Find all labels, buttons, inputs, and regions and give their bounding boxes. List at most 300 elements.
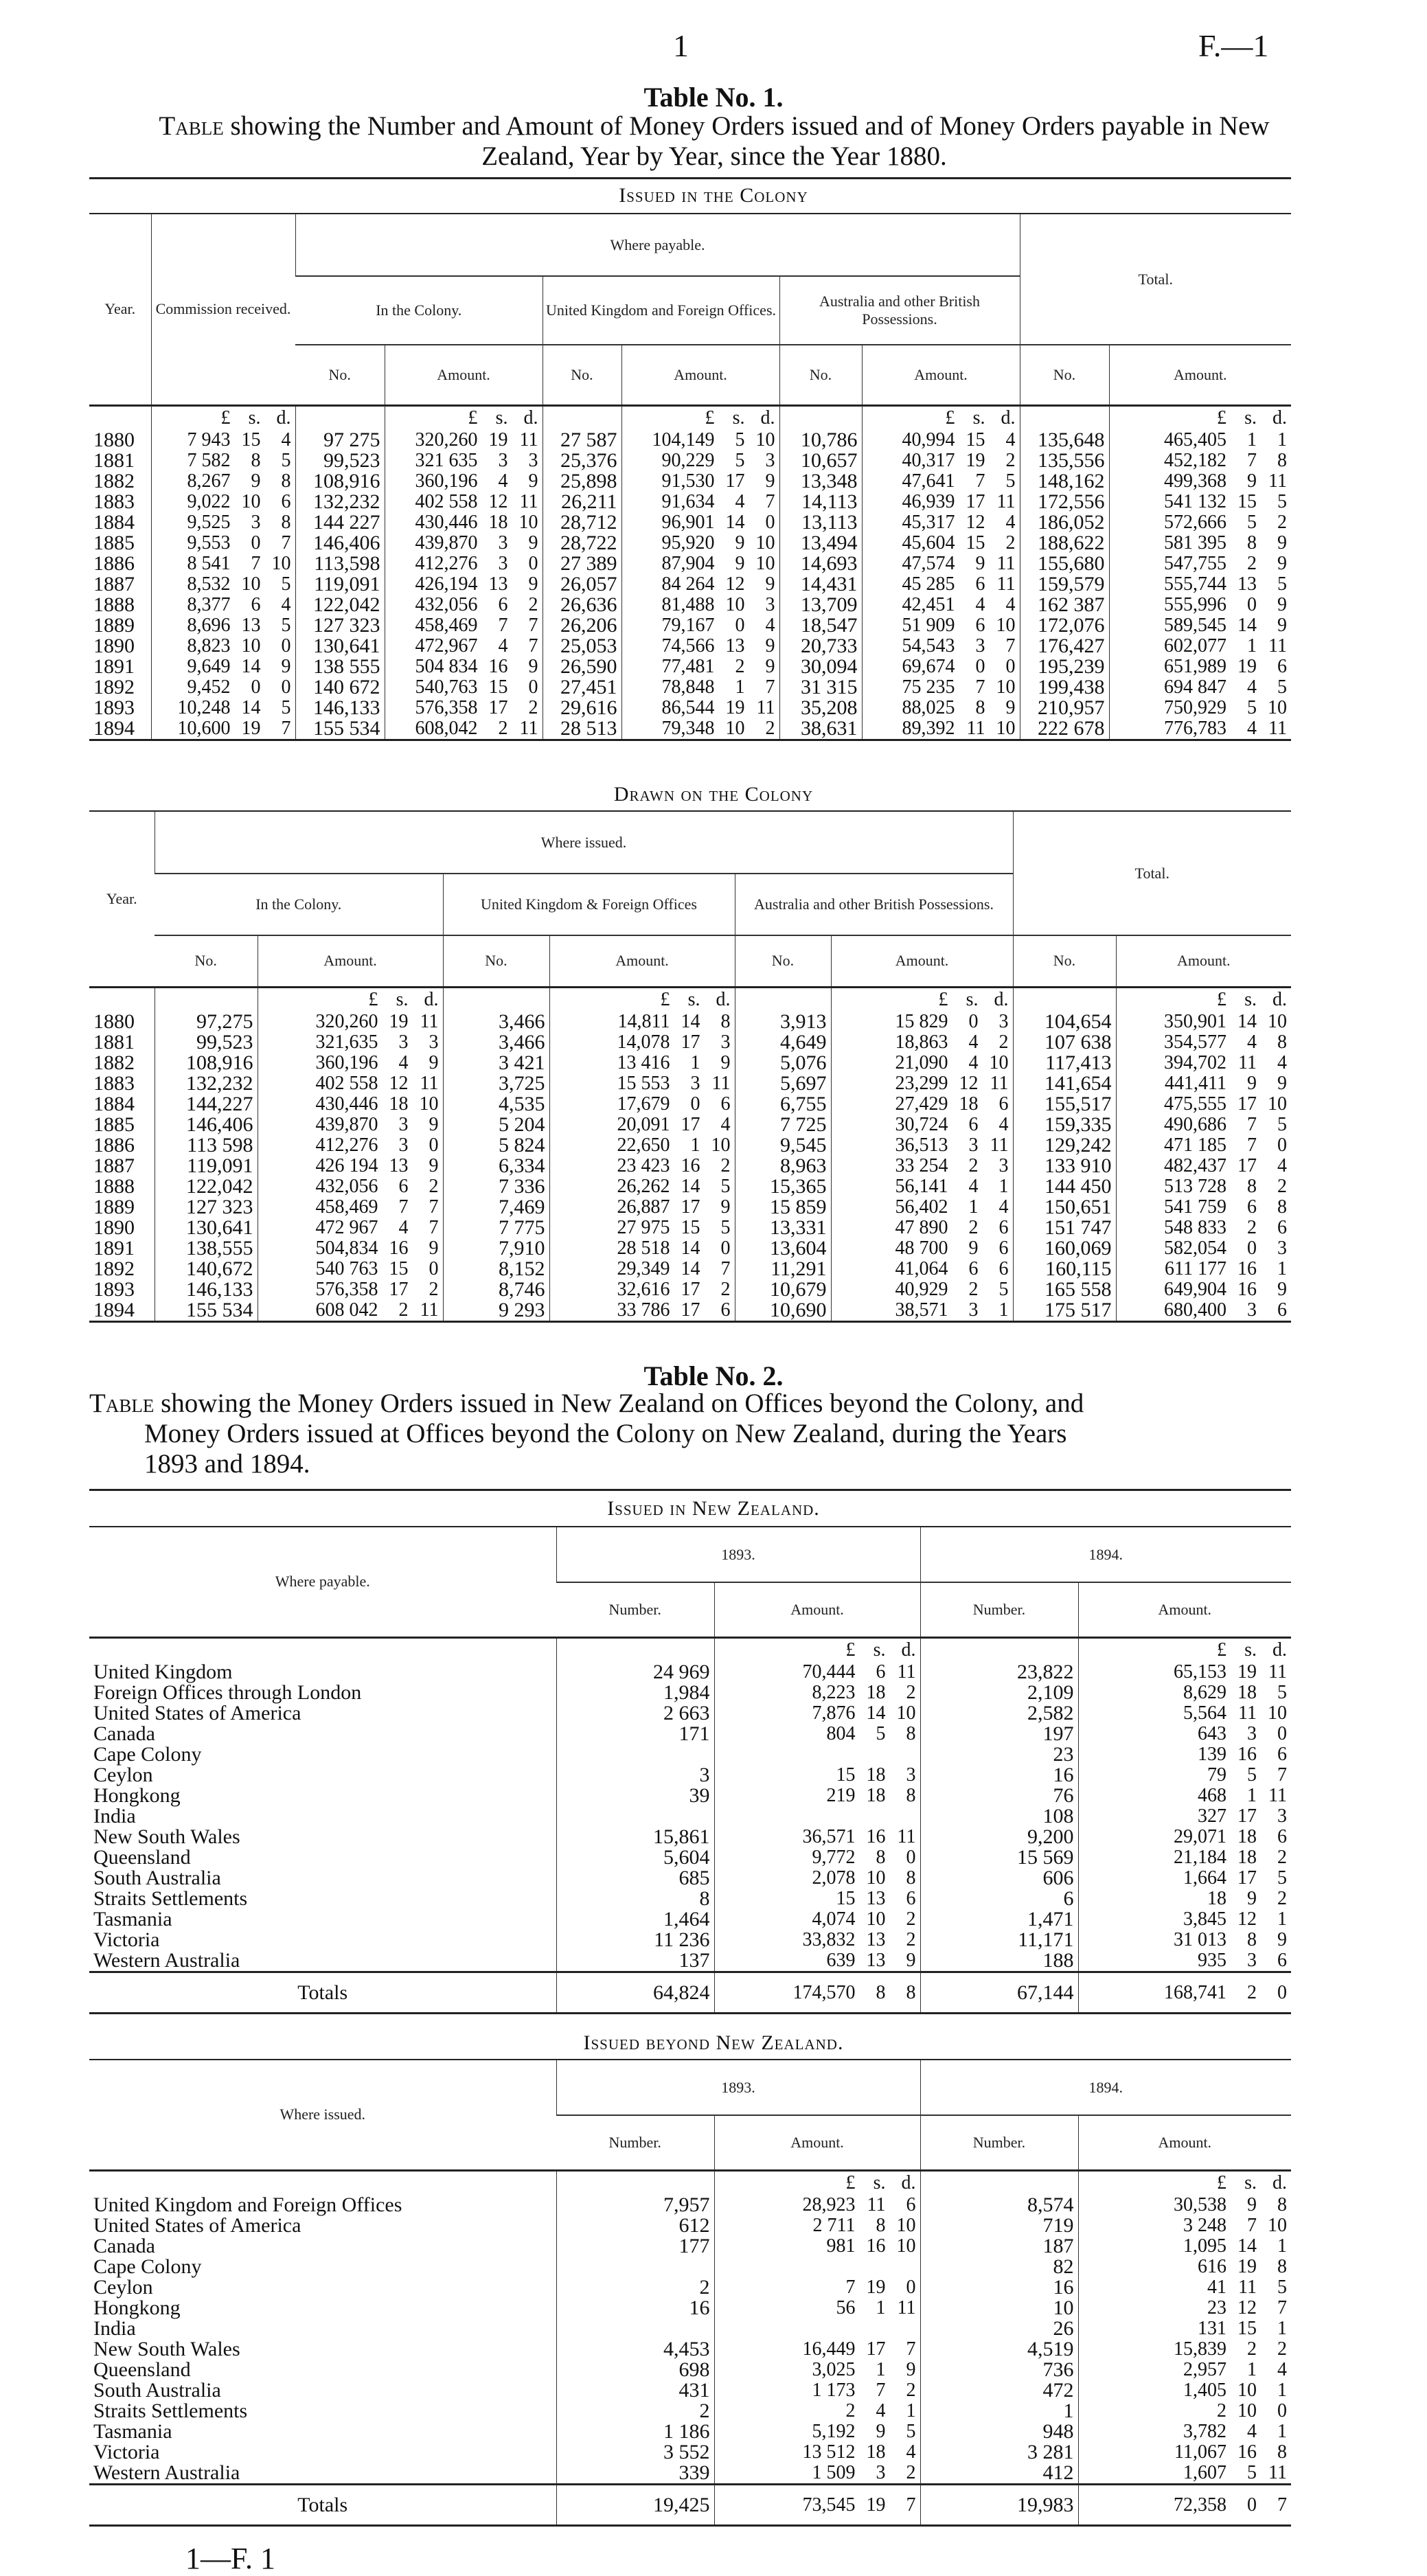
amount-shillings: 2 (1247, 1981, 1257, 2003)
amount-shillings: 8 (1247, 532, 1257, 554)
amount-shillings: 5 (1247, 1764, 1257, 1786)
amount-pence: 7 (765, 491, 775, 512)
amount-pound: 3,782 (1183, 2421, 1226, 2442)
number-1893-cell: 339 (556, 2463, 714, 2485)
australia-amount-cell (831, 1032, 1013, 1053)
table-row (89, 2421, 1291, 2442)
amount-pound: 91,530 (661, 470, 715, 492)
amount-1894-cell (1078, 2463, 1291, 2485)
amount-shillings: 1 (1247, 429, 1257, 451)
uk-no-cell: 28,722 (543, 533, 621, 554)
blank-cell (556, 1637, 714, 1662)
amount-pence: d. (424, 988, 439, 1010)
amount-pound: 96,901 (661, 512, 715, 533)
total-amount-cell (1116, 1218, 1291, 1238)
table-row (89, 1868, 1291, 1889)
number-1893-cell (556, 1744, 714, 1765)
amount-1894-cell (1078, 1765, 1291, 1786)
amount-pence: 11 (990, 1073, 1009, 1094)
amount-pence: 11 (711, 1073, 731, 1094)
commission-cell (151, 533, 295, 554)
total-no-cell: 135,648 (1020, 430, 1109, 451)
amount-1894-cell (1078, 2401, 1291, 2421)
amount-pence: d. (901, 2172, 916, 2193)
amount-pound: 36,513 (895, 1135, 948, 1156)
colony-no-cell: 140 672 (295, 677, 385, 698)
colony-amount-cell (258, 1012, 443, 1032)
amount-pound: 639 (826, 1950, 856, 1971)
australia-amount-cell (831, 1053, 1013, 1073)
amount-pound: 7,876 (812, 1702, 856, 1724)
table-row (89, 2339, 1291, 2360)
amount-shillings: 11 (966, 718, 985, 739)
amount-pound: 2,078 (812, 1867, 856, 1889)
amount-pound: 56,402 (895, 1196, 948, 1218)
amount-pence: 7 (906, 2338, 916, 2360)
total-no-cell: 104,654 (1013, 1012, 1116, 1032)
uk-no-cell: 27 389 (543, 554, 621, 574)
amount-shillings: 16 (1237, 1258, 1257, 1279)
total-no-cell: 186,052 (1020, 512, 1109, 533)
table-row (89, 512, 1291, 533)
amount-pound: 70,444 (802, 1661, 856, 1683)
amount-pound: 804 (826, 1723, 856, 1744)
amount-pound: 8 541 (187, 553, 231, 574)
amount-shillings: 2 (1247, 553, 1257, 574)
amount-shillings: 9 (1247, 1073, 1257, 1094)
amount-pence: 7 (765, 676, 775, 698)
australia-no-cell: 5,076 (735, 1053, 831, 1073)
amount-shillings: 14 (241, 656, 261, 677)
colony-amount-cell (258, 1259, 443, 1279)
colony-amount-cell (258, 1135, 443, 1156)
number-1894-cell: 187 (920, 2236, 1078, 2257)
uk-no-cell: 26,636 (543, 595, 621, 615)
australia-no-cell: 13,113 (779, 512, 862, 533)
colony-amount-cell (258, 1300, 443, 1322)
amount-pence: 3 (720, 1031, 731, 1053)
amount-pound: 90,229 (661, 450, 715, 471)
amount-pence: 8 (1277, 1031, 1287, 1053)
blank-cell (1020, 405, 1109, 430)
amount-shillings: s. (1244, 2172, 1257, 2193)
amount-pound: 649,904 (1164, 1279, 1226, 1300)
amount-shillings: 15 (1237, 2318, 1257, 2339)
number-1894-cell: 948 (920, 2421, 1078, 2442)
amount-shillings: 3 (398, 1031, 409, 1053)
total-amount-cell (1109, 471, 1291, 492)
amount-shillings: 3 (1247, 1950, 1257, 1971)
amount-shillings: 15 (389, 1258, 409, 1279)
amount-shillings: 7 (398, 1196, 409, 1218)
amount-shillings: 19 (866, 2494, 886, 2516)
number-1894-cell: 1 (920, 2401, 1078, 2421)
year-cell: 1893 (93, 1278, 135, 1301)
amount-pound: 472,967 (415, 635, 478, 657)
units-cell (714, 2170, 920, 2195)
totals-label: Totals (89, 1972, 556, 2014)
number-1893-cell: 177 (556, 2236, 714, 2257)
australia-amount-cell (862, 595, 1020, 615)
uk-no-cell: 26,206 (543, 615, 621, 636)
amount-pence: 10 (755, 532, 775, 554)
australia-amount-cell (831, 1300, 1013, 1322)
table-row (89, 554, 1291, 574)
uk-no-cell: 3 421 (443, 1053, 549, 1073)
amount-shillings: 17 (1237, 1867, 1257, 1889)
table-row (89, 1662, 1291, 1683)
caption-text: showing the Number and Amount of Money Orders issued and of Money Orders payable in New Zealand, Year by Year, since the Year 1880. (223, 111, 1270, 171)
amount-pence: 2 (1005, 450, 1016, 471)
amount-pence: 9 (429, 1114, 439, 1135)
amount-pence: 11 (420, 1299, 439, 1321)
amount-pound: 91,634 (661, 491, 715, 512)
total-amount-cell (1109, 657, 1291, 677)
amount-pound: £ (1217, 1639, 1226, 1661)
amount-shillings: 17 (681, 1299, 700, 1321)
divider (89, 1489, 1291, 1491)
number-1894-cell: 76 (920, 1786, 1078, 1806)
amount-pound: 219 (826, 1785, 856, 1806)
amount-1894-cell (1078, 1703, 1291, 1724)
uk-amount-cell (549, 1156, 735, 1176)
amount-1893-cell (714, 1950, 920, 1972)
amount-pound: 15 (836, 1764, 856, 1786)
uk-amount-cell (621, 677, 779, 698)
total-amount-cell (1116, 1197, 1291, 1218)
amount-pound: 9,525 (187, 512, 231, 533)
total-amount-cell (1109, 595, 1291, 615)
amount-shillings: 12 (725, 573, 745, 595)
units-cell (621, 405, 779, 430)
amount-shillings: 10 (866, 1867, 886, 1889)
blank-cell (89, 405, 151, 430)
uk-no-cell: 29,616 (543, 698, 621, 718)
australia-amount-cell (831, 1012, 1013, 1032)
amount-pound: 32,616 (617, 1279, 670, 1300)
units-row (89, 987, 1291, 1012)
amount-pence: 11 (519, 718, 538, 739)
table-row (89, 1683, 1291, 1703)
amount-pound: 541 759 (1164, 1196, 1226, 1218)
amount-pence: 5 (720, 1217, 731, 1238)
amount-pence: 0 (1005, 656, 1016, 677)
page-number: 1 (673, 28, 689, 63)
amount-pence: 10 (711, 1135, 731, 1156)
number-1893-cell: 137 (556, 1950, 714, 1972)
amount-pence: 2 (429, 1176, 439, 1197)
table-row (89, 2277, 1291, 2298)
amount-pound: 87,904 (661, 553, 715, 574)
amount-1893-cell (714, 2277, 920, 2298)
amount-shillings: 19 (389, 1011, 409, 1032)
table-row (89, 636, 1291, 657)
uk-no-cell: 3,466 (443, 1012, 549, 1032)
year-cell: 1880 (93, 1010, 135, 1033)
total-no-cell: 150,651 (1013, 1197, 1116, 1218)
colony-no-cell: 99,523 (295, 451, 385, 471)
amount-pence: 6 (998, 1238, 1009, 1259)
amount-shillings: 12 (1237, 1908, 1257, 1930)
col-where-issued: Where issued. (279, 2106, 366, 2123)
amount-shillings: s. (687, 988, 700, 1010)
table-row (89, 1950, 1291, 1972)
colony-amount-cell (258, 1156, 443, 1176)
amount-pence: 11 (1268, 470, 1287, 492)
amount-shillings: 15 (966, 532, 985, 554)
amount-pence: 9 (1277, 1073, 1287, 1094)
number-1893-cell (556, 1806, 714, 1827)
amount-pence: 9 (720, 1196, 731, 1218)
amount-pound: £ (1217, 988, 1226, 1010)
year-cell: 1888 (93, 593, 135, 616)
amount-pound: 22,650 (617, 1135, 670, 1156)
place-name-cell: South Australia (93, 1867, 221, 1889)
section-issued-in-colony: Issued in the Colony (619, 184, 808, 207)
amount-shillings: 2 (498, 718, 508, 739)
amount-pence: 3 (1277, 1238, 1287, 1259)
colony-amount-cell (385, 636, 543, 657)
number-1894-cell: 23,822 (920, 1662, 1078, 1683)
uk-no-cell: 8,152 (443, 1259, 549, 1279)
amount-pence: d. (523, 407, 538, 429)
amount-pound: 10,248 (177, 697, 231, 718)
amount-1893-cell (714, 1806, 920, 1827)
australia-amount-cell (831, 1279, 1013, 1300)
amount-pence: 1 (1277, 2235, 1287, 2257)
col-amount: Amount. (258, 935, 443, 987)
year-cell: 1887 (93, 1154, 135, 1177)
amount-pence: 3 (429, 1031, 439, 1053)
amount-1893-cell (714, 1786, 920, 1806)
uk-amount-cell (621, 657, 779, 677)
caption-text: showing the Money Orders issued in New Zealand on Offices beyond the Colony, and (154, 1389, 1084, 1418)
australia-no-cell: 14,113 (779, 492, 862, 512)
amount-pence: 5 (998, 1279, 1009, 1300)
amount-pound: 36,571 (802, 1826, 856, 1847)
amount-1893-cell (714, 1724, 920, 1744)
number-1893-cell (556, 2318, 714, 2339)
amount-shillings: 14 (241, 697, 261, 718)
amount-pound: 402 558 (315, 1073, 378, 1094)
blank-cell (779, 405, 862, 430)
amount-shillings: 9 (251, 470, 261, 492)
amount-pound: 439,870 (315, 1114, 378, 1135)
table-row (89, 2215, 1291, 2236)
colony-amount-cell (385, 698, 543, 718)
amount-shillings: 13 (241, 615, 261, 636)
group-australia: Australia and other British Possessions. (779, 276, 1020, 345)
amount-shillings: 14 (681, 1238, 700, 1259)
amount-pound: 504,834 (315, 1238, 378, 1259)
amount-pound: 3,845 (1183, 1908, 1226, 1930)
col-amount: Amount. (714, 1582, 920, 1637)
amount-pence: 2 (1277, 2338, 1287, 2360)
amount-shillings: 4 (975, 594, 985, 615)
amount-pound: 28 518 (617, 1238, 670, 1259)
amount-pence: 8 (906, 1785, 916, 1806)
amount-shillings: 19 (866, 2277, 886, 2298)
amount-1894-cell (1078, 1827, 1291, 1847)
amount-1893-cell (714, 2298, 920, 2318)
amount-pound: 86,544 (661, 697, 715, 718)
amount-pound: 471 185 (1164, 1135, 1226, 1156)
amount-1894-cell (1078, 2318, 1291, 2339)
total-no-cell: 107 638 (1013, 1032, 1116, 1053)
amount-shillings: 11 (1238, 2277, 1257, 2298)
year-cell: 1883 (93, 490, 135, 513)
australia-no-cell: 14,431 (779, 574, 862, 595)
col-number: Number. (608, 2133, 661, 2151)
uk-no-cell: 9 293 (443, 1300, 549, 1322)
amount-pence: d. (1001, 407, 1016, 429)
amount-pence: 4 (998, 1114, 1009, 1135)
amount-pence: 9 (906, 2359, 916, 2380)
amount-shillings: 13 (725, 635, 745, 657)
amount-pence: 11 (990, 1135, 1009, 1156)
amount-pence: 7 (1277, 2494, 1287, 2516)
uk-no-cell: 26,590 (543, 657, 621, 677)
uk-amount-cell (621, 554, 779, 574)
table-row (89, 677, 1291, 698)
amount-pound: 426,194 (415, 573, 478, 595)
total-no-cell: 133 910 (1013, 1156, 1116, 1176)
australia-amount-cell (831, 1238, 1013, 1259)
amount-pence: 0 (528, 553, 538, 574)
commission-cell (151, 615, 295, 636)
amount-pound: 20,091 (617, 1114, 670, 1135)
amount-shillings: s. (248, 407, 261, 429)
number-1894-cell: 16 (920, 2277, 1078, 2298)
amount-shillings: 9 (975, 553, 985, 574)
amount-pence: 0 (429, 1258, 439, 1279)
table-row (89, 2360, 1291, 2380)
australia-no-cell: 10,690 (735, 1300, 831, 1322)
amount-pound: 48 700 (895, 1238, 948, 1259)
totals-label: Totals (89, 2485, 556, 2526)
amount-shillings: 10 (241, 573, 261, 595)
amount-pound: 540 763 (315, 1258, 378, 1279)
amount-pound: 412,276 (315, 1135, 378, 1156)
amount-pence: 2 (1277, 512, 1287, 533)
amount-pence: 8 (906, 1981, 916, 2003)
caption-lead: Table (159, 111, 224, 141)
amount-pound: 9,452 (187, 676, 231, 698)
amount-pence: 9 (765, 470, 775, 492)
amount-shillings: 17 (1237, 1155, 1257, 1176)
amount-pence: 10 (1268, 2215, 1287, 2236)
place-name-cell: Hongkong (93, 1784, 181, 1807)
total-amount-cell (1116, 1238, 1291, 1259)
amount-pence: 9 (429, 1052, 439, 1073)
amount-pence: 4 (720, 1114, 731, 1135)
col-amount: Amount. (831, 935, 1013, 987)
blank-cell (443, 987, 549, 1012)
amount-pound: 439,870 (415, 532, 478, 554)
group-in-colony: In the Colony. (295, 276, 543, 345)
amount-shillings: 18 (959, 1093, 979, 1115)
amount-pound: 15 553 (617, 1073, 670, 1094)
col-year: Year. (106, 889, 137, 907)
units-cell (1116, 987, 1291, 1012)
amount-pence: 0 (906, 2277, 916, 2298)
amount-pound: 13 512 (802, 2441, 856, 2463)
col-amount: Amount. (714, 2115, 920, 2170)
australia-no-cell: 5,697 (735, 1073, 831, 1094)
table-row (89, 1827, 1291, 1847)
amount-pence: 4 (998, 1196, 1009, 1218)
total-no-cell: 148,162 (1020, 471, 1109, 492)
table-row (89, 2442, 1291, 2463)
place-name-cell: Ceylon (93, 1764, 153, 1786)
total-amount-cell (1116, 1300, 1291, 1322)
table2-title: Table No. 2. (643, 1360, 784, 1391)
colony-amount-cell (385, 451, 543, 471)
amount-pence: d. (901, 1639, 916, 1661)
table-row (89, 1032, 1291, 1053)
number-1893-cell: 8 (556, 1889, 714, 1909)
amount-pound: 8,377 (187, 594, 231, 615)
amount-pence: 5 (1277, 1867, 1287, 1889)
col-1893: 1893. (556, 2060, 920, 2115)
place-name-cell: New South Wales (93, 2338, 240, 2360)
amount-pound: 320,260 (315, 1011, 378, 1032)
total-number-1894: 19,983 (920, 2485, 1078, 2526)
amount-pound: 79 (1207, 1764, 1226, 1786)
table-row (89, 1218, 1291, 1238)
amount-pound: 412,276 (415, 553, 478, 574)
amount-shillings: s. (966, 988, 979, 1010)
table-row (89, 1135, 1291, 1156)
commission-cell (151, 636, 295, 657)
amount-pence: 5 (1277, 1114, 1287, 1135)
col-no: No. (443, 935, 549, 987)
uk-no-cell: 5 824 (443, 1135, 549, 1156)
table-row (89, 1156, 1291, 1176)
amount-pound: 935 (1198, 1950, 1226, 1971)
amount-pence: 6 (1277, 1299, 1287, 1321)
blank-cell (920, 2170, 1078, 2195)
place-name-cell: Straits Settlements (93, 2400, 248, 2422)
amount-shillings: 2 (968, 1155, 979, 1176)
colony-amount-cell (385, 471, 543, 492)
amount-pence: 11 (1268, 635, 1287, 657)
number-1894-cell: 2,582 (920, 1703, 1078, 1724)
colony-no-cell: 144,227 (155, 1094, 258, 1115)
year-cell: 1894 (93, 717, 135, 740)
colony-amount-cell (258, 1176, 443, 1197)
uk-no-cell: 3,466 (443, 1032, 549, 1053)
amount-pence: 8 (1277, 2441, 1287, 2463)
amount-pence: 6 (998, 1217, 1009, 1238)
amount-shillings: 3 (498, 553, 508, 574)
table-row (89, 1765, 1291, 1786)
amount-shillings: 3 (690, 1073, 700, 1094)
table-row (89, 1073, 1291, 1094)
amount-pence: 10 (896, 2235, 916, 2257)
amount-shillings: 18 (1237, 1682, 1257, 1703)
col-commission: Commission received. (151, 214, 295, 405)
amount-pound: 475,555 (1164, 1093, 1226, 1115)
col-amount: Amount. (385, 345, 543, 405)
uk-amount-cell (621, 718, 779, 740)
amount-pence: 2 (528, 697, 538, 718)
amount-pence: 11 (756, 697, 775, 718)
amount-pound: 4,074 (812, 1908, 856, 1930)
amount-pound: 458,469 (415, 615, 478, 636)
amount-shillings: 4 (398, 1052, 409, 1073)
amount-pound: 41,064 (895, 1258, 948, 1279)
